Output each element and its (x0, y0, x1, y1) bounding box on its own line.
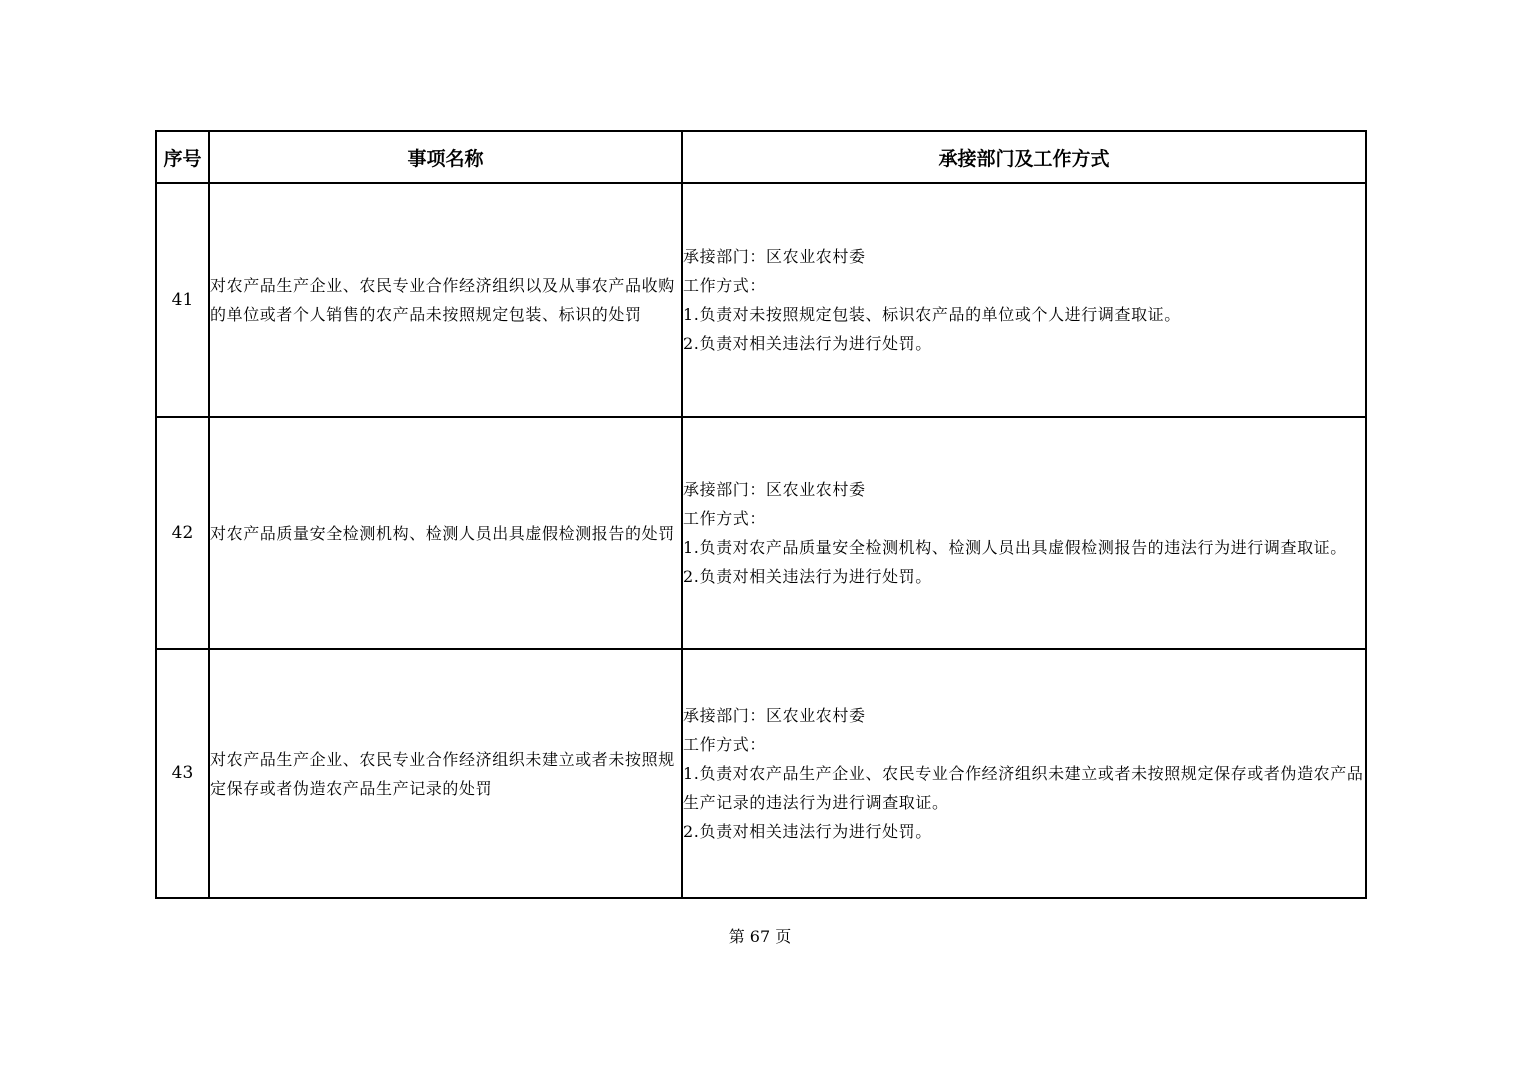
method-item: 2.负责对相关违法行为进行处罚。 (683, 822, 932, 841)
method-label: 工作方式： (683, 735, 767, 754)
method-item: 1.负责对农产品质量安全检测机构、检测人员出具虚假检测报告的违法行为进行调查取证。 (683, 538, 1347, 557)
method-label: 工作方式： (683, 276, 767, 295)
table-row (156, 183, 1366, 417)
row-serial-number: 41 (156, 183, 209, 417)
row-matter-name: 对农产品质量安全检测机构、检测人员出具虚假检测报告的处罚 (209, 417, 682, 649)
row-matter-name: 对农产品生产企业、农民专业合作经济组织未建立或者未按照规定保存或者伪造农产品生产记录的处罚 (209, 649, 682, 898)
table-row (156, 649, 1366, 898)
method-label: 工作方式： (683, 509, 767, 528)
row-department-method (682, 649, 1366, 898)
method-item: 2.负责对相关违法行为进行处罚。 (683, 334, 932, 353)
department-line: 承接部门：区农业农村委 (683, 247, 866, 266)
method-item: 1.负责对未按照规定包装、标识农产品的单位或个人进行调查取证。 (683, 305, 1181, 324)
method-item: 2.负责对相关违法行为进行处罚。 (683, 567, 932, 586)
page-number: 第 67 页 (728, 927, 792, 946)
table-row (156, 417, 1366, 649)
header-serial-number: 序号 (156, 131, 209, 183)
header-matter-name: 事项名称 (209, 131, 682, 183)
row-serial-number: 42 (156, 417, 209, 649)
row-matter-name: 对农产品生产企业、农民专业合作经济组织以及从事农产品收购的单位或者个人销售的农产品未按照规定包装、标识的处罚 (209, 183, 682, 417)
table-header-row (156, 131, 1366, 183)
matters-table (155, 130, 1367, 899)
header-department-method: 承接部门及工作方式 (682, 131, 1366, 183)
row-department-method (682, 417, 1366, 649)
row-department-method (682, 183, 1366, 417)
department-line: 承接部门：区农业农村委 (683, 480, 866, 499)
row-serial-number: 43 (156, 649, 209, 898)
method-item: 1.负责对农产品生产企业、农民专业合作经济组织未建立或者未按照规定保存或者伪造农产品生产记录的违法行为进行调查取证。 (683, 764, 1364, 812)
department-line: 承接部门：区农业农村委 (683, 706, 866, 725)
